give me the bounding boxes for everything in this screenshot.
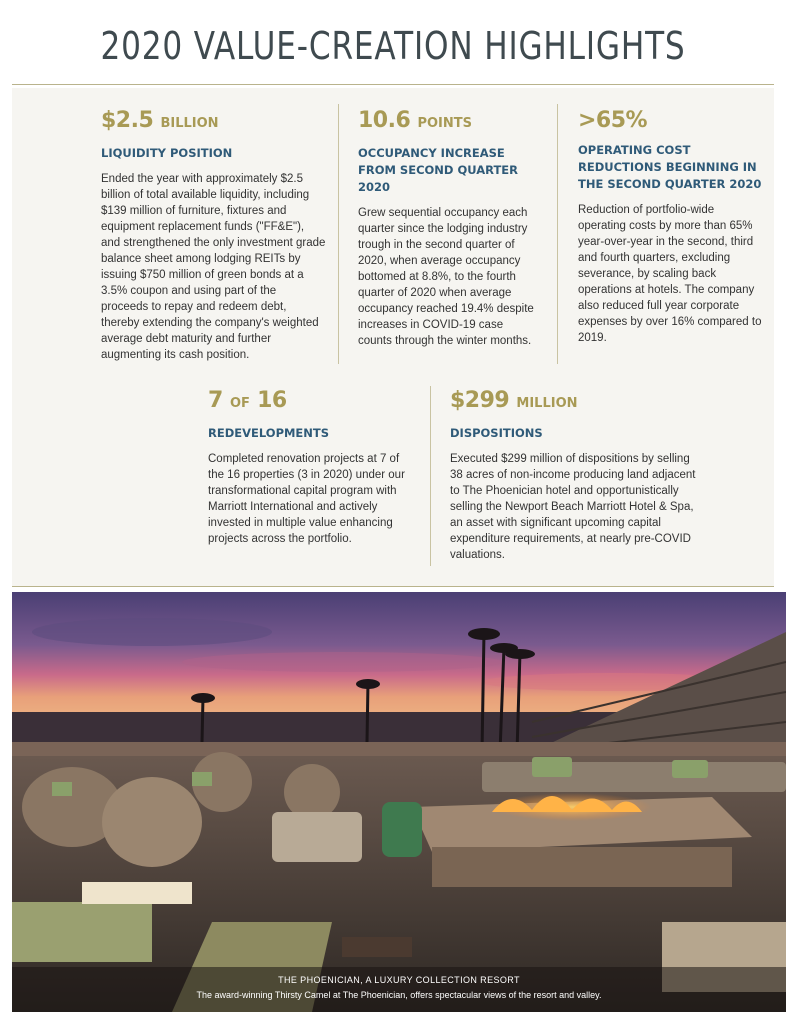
- highlight-label: OCCUPANCY INCREASE FROM SECOND QUARTER 2020: [358, 146, 519, 194]
- highlight-occupancy: [358, 108, 540, 349]
- highlight-text: Grew sequential occupancy each quarter since the lodging industry trough in the second quarter of 2020, when average occupancy bottomed at 8.8%, to the fourth quarter of 2020 when average occupancy reached 19.4% despite increases in COVID-19 case counts through the winter months.: [358, 207, 534, 347]
- highlight-label: DISPOSITIONS: [450, 426, 543, 440]
- highlight-value: 10.6 POINTS: [358, 108, 472, 133]
- photo-caption-text: The award-winning Thirsty Camel at The Phoenician, offers spectacular views of the resort and valley.: [196, 990, 602, 1000]
- highlight-liquidity: [101, 108, 326, 363]
- resort-terrace-illustration: [12, 592, 786, 1012]
- highlight-value: 7 OF 16: [208, 388, 287, 413]
- section-rule: [12, 586, 774, 587]
- page-title: 2020 VALUE-CREATION HIGHLIGHTS: [100, 24, 686, 68]
- highlight-text: Ended the year with approximately $2.5 billion of total available liquidity, including $139 million of furniture, fixtures and equipment replacement funds ("FF&E"), and strengthened the only investment grade balance sheet among lodging REITs by issuing $750 million of green bonds at a 3.5% coupon and using part of the proceeds to repay and redeem debt, thereby extending the company's weighted average debt maturity and further augmenting its cash position.: [101, 173, 326, 361]
- column-divider: [430, 386, 431, 566]
- highlight-label: LIQUIDITY POSITION: [101, 146, 233, 160]
- highlight-text: Executed $299 million of dispositions by selling 38 acres of non-income producing land adjacent to The Phoenician hotel and opportunistically selling the Newport Beach Marriott Hotel & Spa, an asset with significant upcoming capital expenditure requirements, at nearly pre-COVID valuations.: [450, 453, 696, 561]
- title-rule: [12, 84, 774, 85]
- highlight-redevelopments: [208, 388, 413, 547]
- highlight-text: Reduction of portfolio-wide operating costs by more than 65% year-over-year in the second, third and fourth quarters, excluding severance, by scaling back operations at hotels. The company also reduced full year corporate expenses by over 16% compared to 2019.: [578, 204, 762, 344]
- resort-photo: [12, 592, 786, 1012]
- highlight-label: OPERATING COST REDUCTIONS BEGINNING IN THE SECOND QUARTER 2020: [578, 143, 762, 191]
- highlight-value: >65%: [578, 108, 648, 133]
- highlight-value: $2.5 BILLION: [101, 108, 219, 133]
- photo-caption-title: THE PHOENICIAN, A LUXURY COLLECTION RESORT: [278, 975, 520, 985]
- highlight-label: REDEVELOPMENTS: [208, 426, 330, 440]
- column-divider: [557, 104, 558, 364]
- highlight-dispositions: [450, 388, 700, 563]
- highlight-value: $299 MILLION: [450, 388, 578, 413]
- column-divider: [338, 104, 339, 364]
- highlight-text: Completed renovation projects at 7 of the 16 properties (3 in 2020) under our transformational capital program with Marriott International and actively invested in multiple value enhancing projects across the portfolio.: [208, 453, 405, 545]
- highlight-operating-cost: [578, 108, 764, 346]
